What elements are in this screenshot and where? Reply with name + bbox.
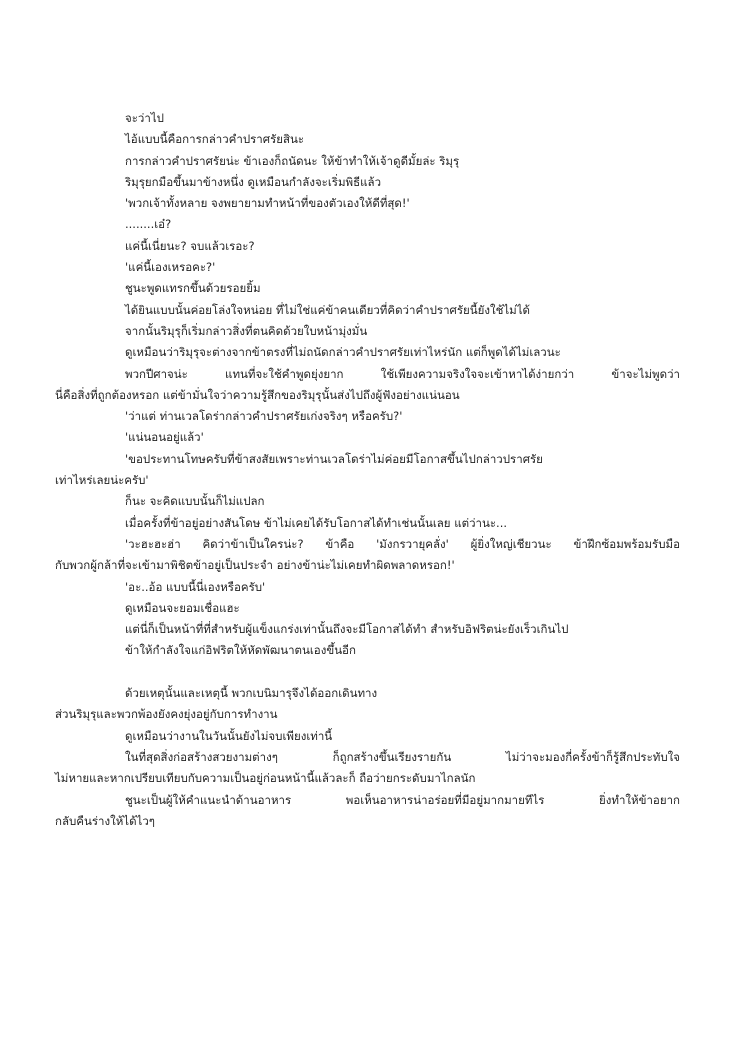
paragraph-line: ดูเหมือนจะยอมเชื่อแฮะ: [125, 600, 240, 615]
dialogue-line: 'พวกเจ้าทั้งหลาย จงพยายามทำหน้าที่ของตัวเองให้ดีที่สุด!': [125, 196, 410, 211]
paragraph-continuation-line: กลับคืนร่างให้ได้ไวๆ: [55, 813, 155, 828]
paragraph-line: ชูนะพูดแทรกขึ้นด้วยรอยยิ้ม: [125, 281, 261, 296]
paragraph-line: ได้ยินแบบนั้นค่อยโล่งใจหน่อย ที่ไม่ใช่แค่ข้าคนเดียวที่คิดว่าคำปราศรัยนี้ยังใช้ไม่ได้: [125, 302, 531, 317]
paragraph-line: ก็นะ จะคิดแบบนั้นก็ไม่แปลก: [125, 494, 265, 509]
paragraph-line: ........เอ๋?: [125, 217, 172, 232]
dialogue-line: 'อะ..อ้อ แบบนี้นี่เองหรือครับ': [125, 579, 266, 594]
paragraph-spacer: [0, 662, 738, 683]
paragraph-line: ดูเหมือนว่าริมุรุจะต่างจากข้าตรงที่ไม่ถนัดกล่าวคำปราศรัยเท่าไหร่นัก แต่ก็พูดได้ไม่เลวนะ: [125, 345, 561, 360]
paragraph-continuation-line: เท่าไหร่เลยน่ะครับ': [55, 473, 149, 488]
paragraph-line: ไอ้แบบนี้คือการกล่าวคำปราศรัยสินะ: [125, 132, 305, 147]
paragraph-line: ริมุรุยกมือขึ้นมาข้างหนึ่ง ดูเหมือนกำลังจะเริ่มพิธีแล้ว: [125, 174, 382, 189]
document-body: [0, 108, 738, 832]
paragraph-continuation-line: นี่คือสิ่งที่ถูกต้องหรอก แต่ข้ามั่นใจว่าความรู้สึกของริมุรุนั้นส่งไปถึงผู้ฟังอย่างแน่นอน: [55, 387, 460, 402]
paragraph-line: จากนั้นริมุรุก็เริ่มกล่าวสิ่งที่ตนคิดด้วยใบหน้ามุ่งมั่น: [125, 323, 368, 338]
paragraph-continuation-line: ส่วนริมุรุและพวกพ้องยังคงยุ่งอยู่กับการทำงาน: [55, 707, 278, 722]
paragraph-line: จะว่าไป: [125, 111, 164, 125]
dialogue-line: 'แค่นี้เองเหรอคะ?': [125, 260, 216, 275]
paragraph-line: พวกปีศาจน่ะ แทนที่จะใช้คำพูดยุ่งยาก ใช้เพียงความจริงใจจะเข้าหาได้ง่ายกว่า ข้าจะไม่พูดว่า: [125, 366, 680, 381]
paragraph-line: แต่นี่ก็เป็นหน้าที่ที่สำหรับผู้แข็งแกร่งเท่านั้นถึงจะมีโอกาสได้ทำ สำหรับอิฟริตน่ะยังเร็วเกินไป: [125, 622, 569, 637]
dialogue-line: 'แน่นอนอยู่แล้ว': [125, 430, 204, 445]
paragraph-line: แค่นี้เนี่ยนะ? จบแล้วเรอะ?: [125, 238, 255, 253]
paragraph-continuation-line: กับพวกผู้กล้าที่จะเข้ามาพิชิตข้าอยู่เป็นประจำ อย่างข้าน่ะไม่เคยทำผิดพลาดหรอก!': [55, 558, 455, 573]
paragraph-continuation-line: ไม่หายและหากเปรียบเทียบกับความเป็นอยู่ก่อนหน้านี้แล้วละก็ ถือว่ายกระดับมาไกลนัก: [55, 771, 476, 786]
paragraph-line: ดูเหมือนว่างานในวันนั้นยังไม่จบเพียงเท่านี้: [125, 728, 333, 743]
paragraph-line: เมื่อครั้งที่ข้าอยู่อย่างสันโดษ ข้าไม่เคยได้รับโอกาสได้ทำเช่นนั้นเลย แต่ว่านะ...: [125, 515, 508, 530]
dialogue-line: 'วะฮะฮะฮ่า คิดว่าข้าเป็นใครน่ะ? ข้าคือ 'มังกรวายุคลั่ง' ผู้ยิ่งใหญ่เชียวนะ ข้าฝึกซ้อมพร้อมรับมือ: [125, 536, 680, 551]
dialogue-line: 'ว่าแต่ ท่านเวลโดร่ากล่าวคำปราศรัยเก่งจริงๆ หรือครับ?': [125, 409, 403, 424]
paragraph-line: ด้วยเหตุนั้นและเหตุนี้ พวกเบนิมารุจึงได้ออกเดินทาง: [125, 686, 378, 701]
paragraph-line: ชูนะเป็นผู้ให้คำแนะนำด้านอาหาร พอเห็นอาหารน่าอร่อยที่มีอยู่มากมายทีไร ยิ่งทำให้ข้าอยาก: [125, 792, 680, 807]
dialogue-line: 'ขอประทานโทษครับที่ข้าสงสัยเพราะท่านเวลโดร่าไม่ค่อยมีโอกาสขึ้นไปกล่าวปราศรัย: [125, 451, 543, 466]
paragraph-line: การกล่าวคำปราศรัยน่ะ ข้าเองก็ถนัดนะ ให้ข้าทำให้เจ้าดูดีมั้ยล่ะ ริมุรุ: [125, 153, 460, 168]
paragraph-line: ข้าให้กำลังใจแก่อิฟริตให้หัดพัฒนาตนเองขึ้นอีก: [125, 643, 356, 658]
paragraph-line: ในที่สุดสิ่งก่อสร้างสวยงามต่างๆ ก็ถูกสร้างขึ้นเรียงรายกัน ไม่ว่าจะมองกี่ครั้งข้าก็รู้สึกประทับใจ: [125, 749, 680, 764]
